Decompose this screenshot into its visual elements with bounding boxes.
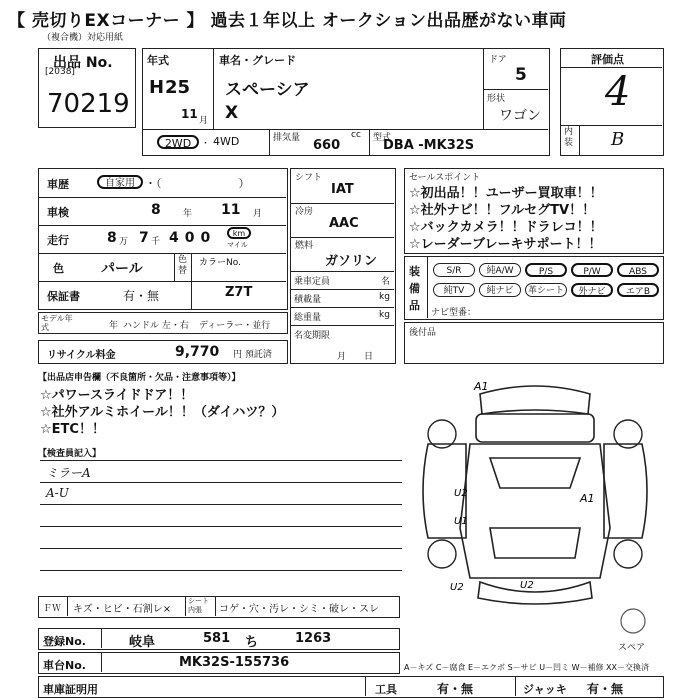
warranty-label: 保証書 [47,290,80,303]
equipment-item-r2-3: 外ナビ [571,283,613,297]
name-model: スペーシア [225,80,310,100]
mileage-unit-mile: マイル [227,241,248,249]
diagram-legend: A－キズ C－腐食 E－エクボ S－サビ U－凹ミ W－補修 XX－交換済 [404,663,650,672]
type-value: DBA -MK32S [383,138,475,153]
declaration-line-1: ☆パワースライドドア！！ [40,388,194,403]
fw-label: ＦＷ [43,604,62,614]
chassis-value: MK32S-155736 [179,655,290,670]
history-opt: 自家用 [97,175,143,189]
equipment-box [404,256,664,320]
recycle-label: リサイクル料金 [47,350,116,361]
equipment-item-r2-1: 純ナビ [479,283,521,297]
lot-code: [2038] [45,67,75,77]
inspector-label: 【検査員記入】 [38,449,102,459]
declaration-line-2: ☆社外アルミホイール！！（ダイハツ？） [40,405,285,420]
drive-dot: ・ [201,139,211,149]
drive-4wd: 4WD [213,135,240,148]
seat-value: コゲ・穴・汚レ・シミ・破レ・スレ [219,604,379,615]
capacity-unit: 名 [381,277,391,287]
name-label: 車名・グレード [219,54,296,67]
mark-3: U1 [454,516,468,527]
navi-label: ナビ型番： [431,308,477,318]
mark-4: A1 [580,492,595,505]
equipment-item-r1-2: P/S [525,263,567,277]
mid-table [290,168,396,364]
jack-label: ジャッキ [523,683,567,696]
warranty-value: 有・無 [123,289,160,303]
color-label: 色 [53,262,64,275]
lot-label: 出品 No. [53,55,113,71]
recycle-value: 9,770 [175,344,220,360]
doors-value: 5 [515,65,527,85]
recycle-unit: 円 預託済 [233,350,272,360]
model-year-handle: ハンドル 左・右 [123,321,189,331]
mark-2: U2 [454,488,468,499]
load-unit: kg [379,292,390,302]
spare-tire-icon [618,606,648,636]
interior-value: B [611,129,625,150]
header-sub: （複合機）対応用紙 [42,33,124,43]
sales-line-1: ☆初出品！！ユーザー買取車！！ [409,186,603,201]
lot-number: 70219 [47,89,130,119]
spare-label: スペア [618,643,646,653]
fuel-value: ガソリン [325,254,378,269]
inspection-label: 車検 [47,206,69,219]
equipment-item-r2-2: 革シート [525,283,567,297]
history-rest: ・（ ） [145,177,250,190]
mark-1: A1 [474,380,489,393]
equipment-item-r1-4: ABS [617,263,659,277]
sales-line-4: ☆レーダーブレーキサポート！！ [409,237,602,252]
registration-kana: ち [245,635,259,650]
inspection-year: 8 [151,202,161,218]
color-value: パール [101,261,143,277]
damage-row [38,596,400,618]
declaration-line-3: ☆ETC！！ [40,422,105,437]
inspector-note-2: A-U [46,486,69,500]
shape-label: 形状 [487,94,506,104]
displacement-value: 660 [313,138,341,153]
year-month-unit: 月 [199,116,209,126]
mileage-man: 8 [107,230,117,246]
color-code: Z7T [225,285,253,300]
mark-5: U2 [450,582,464,593]
equipment-item-r1-3: P/W [571,263,613,277]
lot-box [38,48,136,128]
drive-2wd: 2WD [157,135,199,149]
car-diagram [410,378,660,608]
seat-label: シート内張 [188,597,209,614]
year-era: H [149,77,165,98]
regdate-unit: 月 日 [337,352,374,362]
year-num: 25 [165,77,191,98]
displacement-label: 排気量 [273,133,301,143]
doors-label: ドア [489,55,507,65]
registration-num: 1263 [295,631,332,646]
registration-class: 581 [203,631,231,646]
cert-label: 車庫証明用 [43,683,98,696]
weight-label: 総重量 [294,313,322,323]
inspection-year-unit: 年 [183,209,193,219]
equipment-label: 装備品 [409,265,420,312]
model-year-row [38,312,288,334]
shift-label: シフト [295,173,323,183]
mileage-unit-km: km [227,227,251,239]
shape-value: ワゴン [499,108,541,124]
regdate-label: 名変期限 [294,331,331,341]
tools-label: 工具 [375,683,397,696]
registration-area: 岐阜 [129,635,156,650]
mileage-sen-unit: 千 [151,237,161,247]
jack-value: 有・無 [587,682,624,696]
score-value: 4 [605,69,631,115]
mark-6: U2 [520,580,534,591]
equipment-item-r2-4: エアB [617,283,659,297]
score-box [560,48,664,156]
interior-label: 内装 [564,127,574,148]
ac-label: 冷房 [295,207,314,217]
color-change-label: 色替 [178,255,188,276]
model-year-unit: 年 [109,321,119,331]
year-month: 11 [181,107,198,121]
equipment-item-r1-1: 純A/W [479,263,521,277]
model-year-dealer: ディーラー・並行 [199,321,271,331]
mileage-label: 走行 [47,234,69,247]
equipment-item-r2-0: 純TV [433,283,475,297]
registration-row [38,628,400,650]
sales-box [404,168,664,254]
tools-value: 有・無 [437,682,474,696]
cert-row [38,676,664,698]
shift-value: IAT [331,182,354,197]
declaration-label: 【出品店申告欄（不良箇所・欠品・注意事項等）】 [38,373,241,383]
inspector-note-1: ミラーA [46,466,91,480]
chassis-label: 車台No. [43,659,86,672]
capacity-label: 乗車定員 [294,277,331,287]
color-code-label: カラーNo. [199,258,241,268]
load-label: 積載量 [294,295,322,305]
displacement-unit: cc [351,130,361,140]
registration-label: 登録No. [43,635,86,648]
equipment-item-r1-0: S/R [433,263,475,277]
type-label: 型式 [373,133,392,143]
recycle-row [38,340,288,364]
mileage-man-unit: 万 [119,237,129,247]
chassis-row [38,652,400,674]
sales-line-3: ☆バックカメラ！！ドラレコ！！ [409,220,603,235]
sales-line-2: ☆社外ナビ！！フルセグTV！！ [409,203,596,218]
fuel-label: 燃料 [295,241,314,251]
postfit-label: 後付品 [409,328,437,338]
header-title: 【 売切りEXコーナー 】 過去１年以上 オークション出品歴がない車両 [8,11,567,31]
name-grade: X [225,103,239,123]
score-label: 評価点 [591,53,624,66]
history-label: 車歴 [47,178,69,191]
inspection-month: 11 [221,202,241,218]
year-label: 年式 [147,54,169,67]
fw-value: キズ・ヒビ・石割レ× [73,604,172,615]
weight-unit: kg [379,310,390,320]
ac-value: AAC [329,216,359,231]
mileage-rest: 400 [169,230,217,246]
vehicle-box [142,48,550,156]
mileage-sen: 7 [139,230,149,246]
model-year-label: モデル年式 [41,314,73,332]
inspection-month-unit: 月 [253,209,263,219]
left-table [38,168,288,310]
postfit-box [404,322,664,364]
sales-label: セールスポイント [409,173,481,183]
